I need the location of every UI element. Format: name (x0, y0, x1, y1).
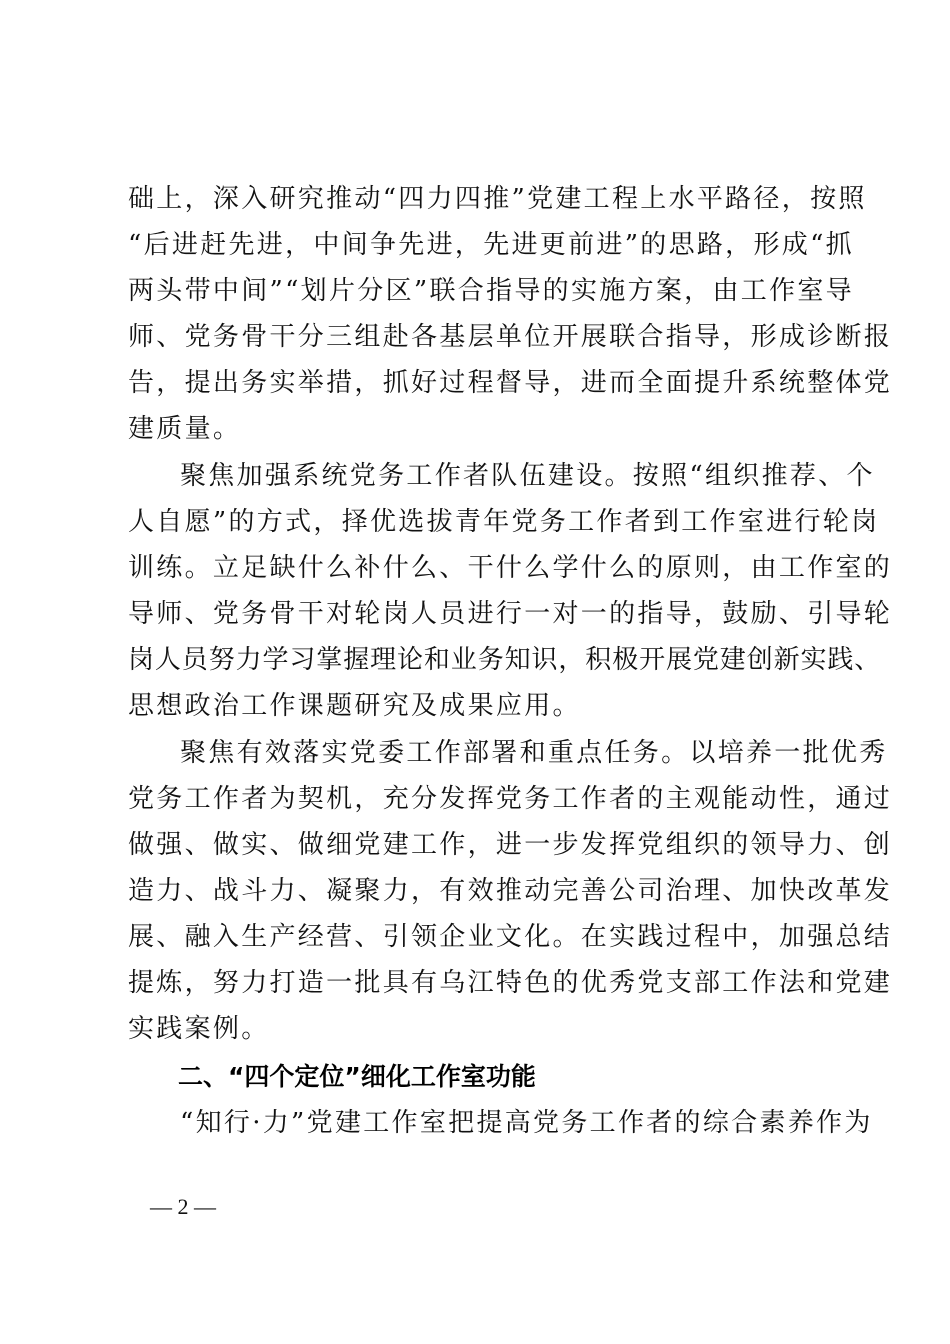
paragraph-line: 党务工作者为契机，充分发挥党务工作者的主观能动性，通过 (128, 784, 893, 814)
paragraph-line: 思想政治工作课题研究及成果应用。 (128, 691, 581, 721)
section-heading: 二、“四个定位”细化工作室功能 (178, 1062, 536, 1091)
paragraph-line: 础上，深入研究推动“四力四推”党建工程上水平路径，按照 (128, 184, 867, 214)
paragraph-line: 训练。立足缺什么补什么、干什么学什么的原则，由工作室的 (128, 553, 893, 583)
paragraph-line: 展、融入生产经营、引领企业文化。在实践过程中，加强总结 (128, 922, 893, 952)
paragraph-line: 建质量。 (128, 414, 242, 444)
paragraph-line: 师、党务骨干分三组赴各基层单位开展联合指导，形成诊断报 (128, 322, 893, 352)
page-number: — 2 — (150, 1194, 216, 1219)
paragraph-line: 聚焦加强系统党务工作者队伍建设。按照“组织推荐、个 (180, 461, 875, 491)
paragraph-line: 人自愿”的方式，择优选拔青年党务工作者到工作室进行轮岗 (128, 507, 880, 537)
paragraph-line: 导师、党务骨干对轮岗人员进行一对一的指导，鼓励、引导轮 (128, 599, 893, 629)
paragraph-line: 告，提出务实举措，抓好过程督导，进而全面提升系统整体党 (128, 368, 893, 398)
paragraph-line: 岗人员努力学习掌握理论和业务知识，积极开展党建创新实践、 (128, 645, 882, 675)
paragraph-line: 造力、战斗力、凝聚力，有效推动完善公司治理、加快改革发 (128, 876, 893, 906)
paragraph-line: 聚焦有效落实党委工作部署和重点任务。以培养一批优秀 (180, 738, 888, 768)
paragraph-line: 提炼，努力打造一批具有乌江特色的优秀党支部工作法和党建 (128, 968, 893, 998)
paragraph-line: 实践案例。 (128, 1014, 270, 1044)
paragraph-line: “后进赶先进，中间争先进，先进更前进”的思路，形成“抓 (128, 230, 854, 260)
paragraph-line: 两头带中间”“划片分区”联合指导的实施方案，由工作室导 (128, 276, 854, 306)
paragraph-line: “知行·力”党建工作室把提高党务工作者的综合素养作为 (180, 1108, 873, 1138)
paragraph-line: 做强、做实、做细党建工作，进一步发挥党组织的领导力、创 (128, 830, 893, 860)
